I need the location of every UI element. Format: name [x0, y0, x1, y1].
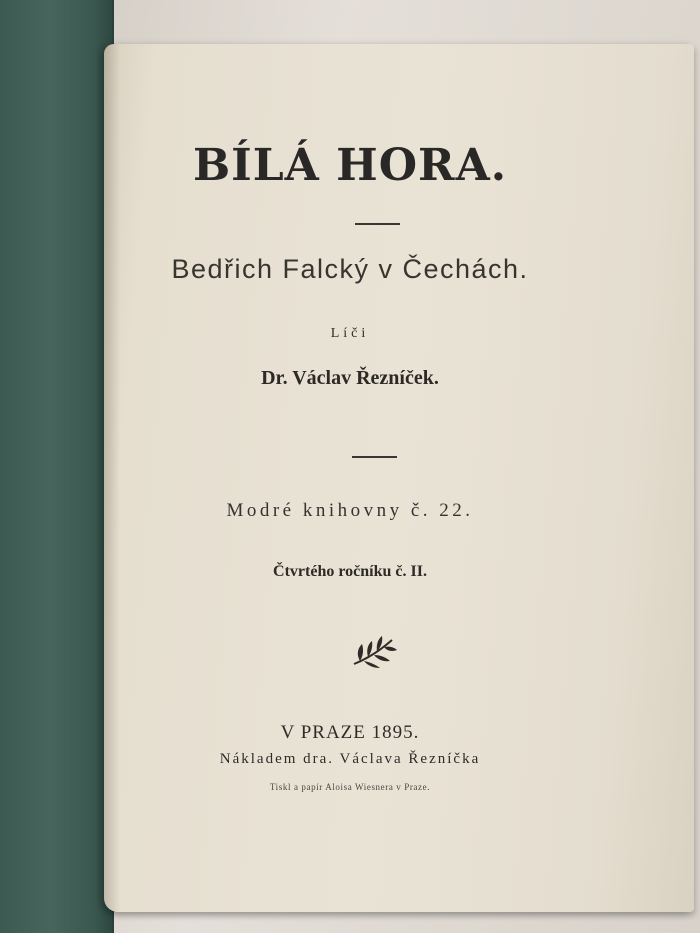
- imprint-place-year: V PRAZE 1895.: [280, 722, 420, 743]
- byline-label: Líči: [330, 326, 370, 341]
- author-name: Dr. Václav Řezníček.: [261, 367, 439, 389]
- volume-number: Čtvrtého ročníku č. II.: [273, 563, 427, 580]
- book-title: BÍLÁ HORA.: [192, 140, 508, 191]
- imprint-printer: Tiskl a papír Aloisa Wiesnera v Praze.: [269, 782, 431, 792]
- divider-rule-top: [355, 223, 400, 225]
- divider-rule-middle: [352, 456, 397, 458]
- imprint-publisher: Nákladem dra. Václava Řezníčka: [219, 751, 481, 767]
- series-number: Modré knihovny č. 22.: [226, 500, 474, 521]
- leaf-sprig-icon: [350, 632, 398, 670]
- book-subtitle: Bedřich Falcký v Čechách.: [171, 254, 529, 284]
